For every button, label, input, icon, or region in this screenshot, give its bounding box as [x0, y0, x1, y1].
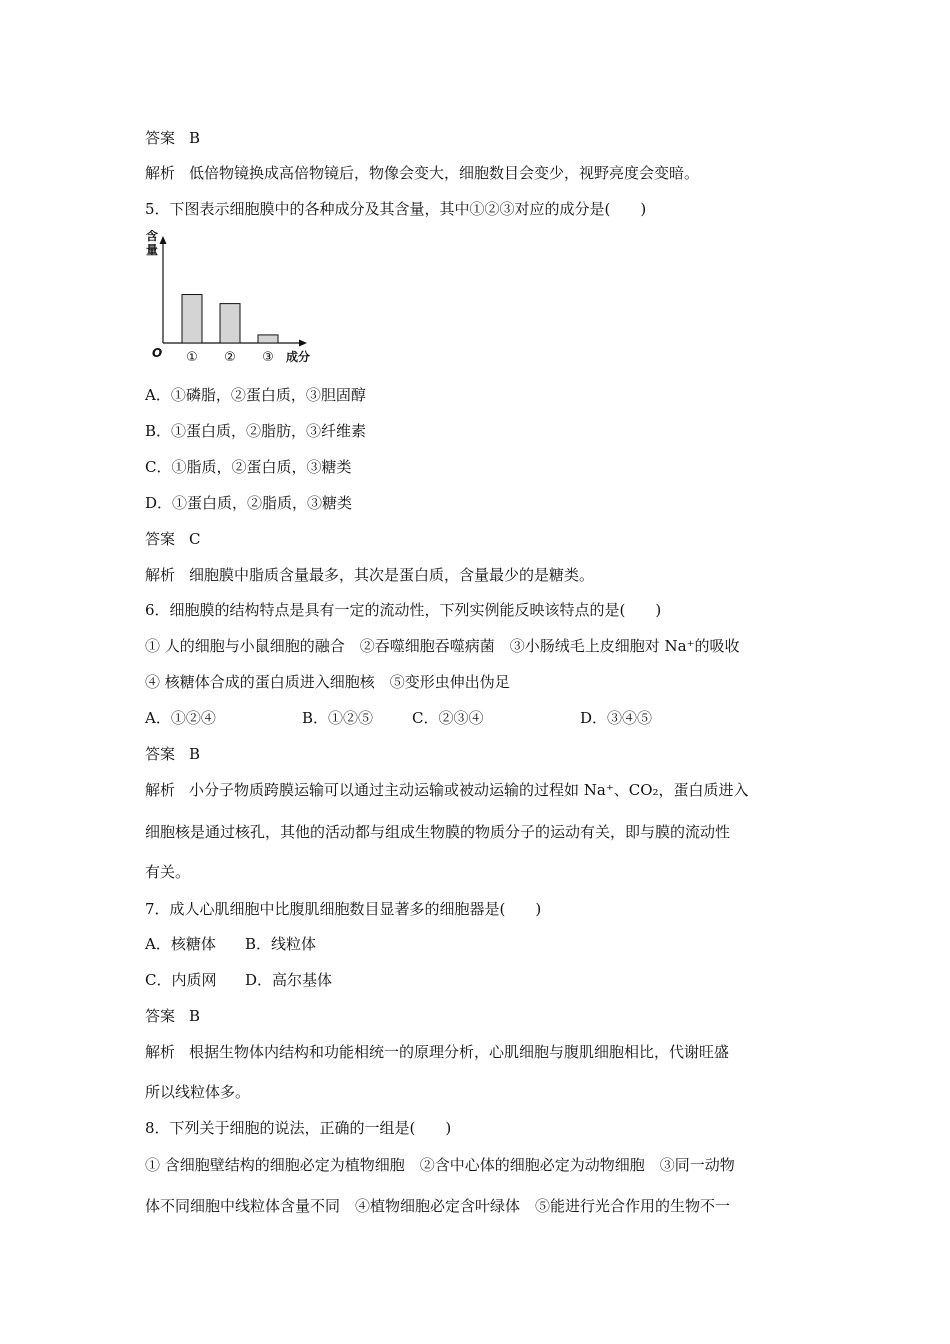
y-axis-arrow: [160, 236, 167, 244]
q5-answer: [145, 529, 201, 549]
q6-analysis-line3: 有关。: [145, 863, 191, 881]
q6-items-line2: ④ 核糖体合成的蛋白质进入细胞核 ⑤变形虫伸出伪足: [145, 673, 510, 691]
q5-option-b: B．①蛋白质，②脂肪，③纤维素: [145, 422, 367, 440]
q6-option-b: B．①②⑤: [302, 709, 374, 727]
q7-option-a: A．核糖体: [145, 935, 216, 953]
q8-items-line2: 体不同细胞中线粒体含量不同 ④植物细胞必定含叶绿体 ⑤能进行光合作用的生物不一: [145, 1197, 731, 1215]
q7-analysis-line1: [145, 1042, 729, 1062]
answer-label: 答案: [145, 129, 176, 147]
y-axis-label-bottom: 量: [146, 243, 159, 257]
q8-question: 8．下列关于细胞的说法，正确的一组是( ): [145, 1119, 452, 1137]
q6-option-d: D．③④⑤: [580, 709, 653, 727]
answer-label: 答案: [145, 530, 176, 548]
x-tick-label-1: ①: [186, 350, 198, 365]
q4-answer: [145, 128, 200, 148]
answer-value: C: [189, 530, 201, 548]
q5-analysis: [145, 565, 594, 585]
analysis-text: 根据生物体内结构和功能相统一的原理分析，心肌细胞与腹肌细胞相比，代谢旺盛: [189, 1043, 730, 1061]
q5-question: 5．下图表示细胞膜中的各种成分及其含量，其中①②③对应的成分是( ): [145, 200, 647, 218]
answer-value: B: [189, 1007, 201, 1025]
q7-analysis-line2: 所以线粒体多。: [145, 1083, 251, 1101]
y-axis-label-top: 含: [146, 230, 159, 243]
answer-label: 答案: [145, 745, 176, 763]
origin-label: O: [152, 346, 163, 360]
x-tick-label-2: ②: [224, 350, 236, 365]
q8-items-line1: ① 含细胞壁结构的细胞必定为植物细胞 ②含中心体的细胞必定为动物细胞 ③同一动物: [145, 1156, 735, 1174]
analysis-label: 解析: [145, 566, 176, 584]
answer-value: B: [189, 129, 201, 147]
membrane-composition-chart: [140, 230, 340, 370]
q6-analysis-line2: 细胞核是通过核孔，其他的活动都与组成生物膜的物质分子的运动有关，即与膜的流动性: [145, 823, 731, 841]
analysis-text: 低倍物镜换成高倍物镜后，物像会变大，细胞数目会变少，视野亮度会变暗。: [189, 164, 700, 182]
bar-3: [258, 335, 278, 343]
bar-2: [220, 304, 240, 343]
x-axis-label: 成分: [286, 350, 311, 364]
x-axis-arrow: [299, 340, 307, 347]
q7-option-d: D．高尔基体: [245, 971, 333, 989]
q6-answer: [145, 744, 200, 764]
q5-option-a: A．①磷脂，②蛋白质，③胆固醇: [145, 386, 366, 404]
answer-label: 答案: [145, 1007, 176, 1025]
x-tick-label-3: ③: [262, 350, 274, 365]
q7-answer: [145, 1006, 200, 1026]
q4-analysis: [145, 163, 699, 183]
analysis-label: 解析: [145, 164, 176, 182]
bar-1: [182, 295, 202, 343]
q6-option-a: A．①②④: [145, 709, 216, 727]
q5-option-d: D．①蛋白质，②脂质，③糖类: [145, 494, 353, 512]
q7-option-b: B．线粒体: [245, 935, 317, 953]
analysis-label: 解析: [145, 1043, 176, 1061]
q6-question: 6．细胞膜的结构特点是具有一定的流动性，下列实例能反映该特点的是( ): [145, 601, 662, 619]
q7-question: 7．成人心肌细胞中比腹肌细胞数目显著多的细胞器是( ): [145, 900, 542, 918]
analysis-text: 细胞膜中脂质含量最多，其次是蛋白质，含量最少的是糖类。: [189, 566, 595, 584]
q5-option-c: C．①脂质，②蛋白质，③糖类: [145, 458, 352, 476]
q6-items-line1: ① 人的细胞与小鼠细胞的融合 ②吞噬细胞吞噬病菌 ③小肠绒毛上皮细胞对 Na⁺的吸收: [145, 637, 740, 655]
answer-value: B: [189, 745, 201, 763]
analysis-label: 解析: [145, 781, 176, 799]
q6-option-c: C．②③④: [412, 709, 484, 727]
q7-option-c: C．内质网: [145, 971, 217, 989]
q6-analysis-line1: [145, 780, 749, 800]
analysis-text: 小分子物质跨膜运输可以通过主动运输或被动运输的过程如 Na⁺、CO₂，蛋白质进入: [189, 781, 749, 799]
